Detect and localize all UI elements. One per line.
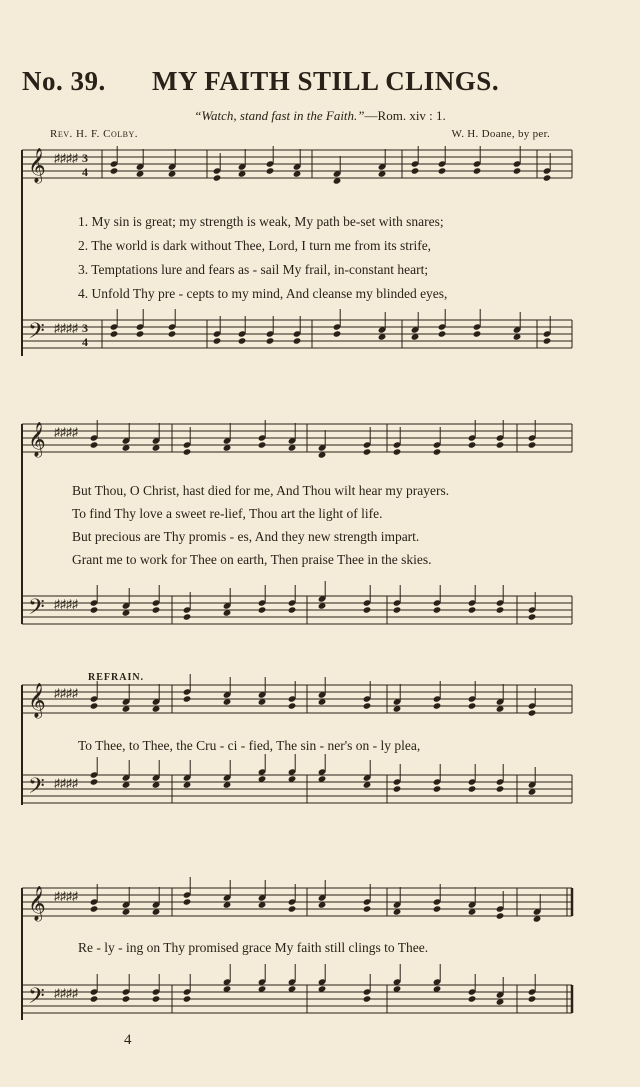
svg-text:3: 3 bbox=[82, 151, 88, 165]
svg-text:3: 3 bbox=[82, 321, 88, 335]
verse-2-line-2: To find Thy love a sweet re-lief, Thou art the light of life. bbox=[72, 506, 383, 521]
svg-text:𝄞: 𝄞 bbox=[28, 886, 46, 921]
verse-3-line-2: But precious are Thy promis - es, And they new strength impart. bbox=[72, 529, 420, 544]
svg-text:𝄢: 𝄢 bbox=[28, 595, 45, 625]
epigraph-reference: —Rom. xiv : 1. bbox=[364, 108, 446, 123]
svg-text:♯♯♯♯: ♯♯♯♯ bbox=[54, 151, 78, 165]
svg-text:♯♯♯♯: ♯♯♯♯ bbox=[54, 889, 78, 903]
svg-text:♯♯♯♯: ♯♯♯♯ bbox=[54, 776, 78, 790]
svg-text:𝄞: 𝄞 bbox=[28, 148, 46, 183]
system-2-bass-staff bbox=[22, 581, 572, 625]
refrain-line-2: Re - ly - ing on Thy promised grace My faith still clings to Thee. bbox=[78, 940, 429, 955]
hymn-number: No. 39. bbox=[22, 66, 106, 96]
svg-text:♯♯♯♯: ♯♯♯♯ bbox=[54, 425, 78, 439]
system-1-bass-staff bbox=[22, 309, 572, 349]
lyricist-credit: Rev. H. F. Colby. bbox=[50, 128, 139, 140]
verse-1-line-1: 1. My sin is great; my strength is weak, My path be-set with snares; bbox=[78, 214, 444, 229]
svg-text:4: 4 bbox=[82, 165, 88, 179]
svg-text:𝄞: 𝄞 bbox=[28, 683, 46, 718]
svg-text:𝄞: 𝄞 bbox=[28, 422, 46, 457]
composer-credit: W. H. Doane, by per. bbox=[451, 128, 550, 140]
epigraph-quote: “Watch, stand fast in the Faith.” bbox=[194, 108, 365, 123]
page-number: 4 bbox=[124, 1032, 132, 1048]
svg-text:𝄢: 𝄢 bbox=[28, 774, 45, 804]
svg-text:𝄢: 𝄢 bbox=[28, 984, 45, 1014]
refrain-line-1: To Thee, to Thee, the Cru - ci - fied, The sin - ner's on - ly plea, bbox=[78, 738, 421, 753]
svg-text:♯♯♯♯: ♯♯♯♯ bbox=[54, 321, 78, 335]
system-4-bass-staff bbox=[22, 964, 572, 1014]
svg-text:4: 4 bbox=[82, 335, 88, 349]
svg-text:𝄢: 𝄢 bbox=[28, 319, 45, 349]
hymn-title: MY FAITH STILL CLINGS. bbox=[152, 66, 500, 96]
verse-2-line-1: 2. The world is dark without Thee, Lord, I turn me from its strife, bbox=[78, 238, 432, 253]
svg-text:♯♯♯♯: ♯♯♯♯ bbox=[54, 597, 78, 611]
system-2-treble-staff bbox=[22, 420, 572, 624]
svg-text:♯♯♯♯: ♯♯♯♯ bbox=[54, 686, 78, 700]
system-3-bass-staff bbox=[22, 754, 572, 804]
verse-1-line-2: But Thou, O Christ, hast died for me, And Thou wilt hear my prayers. bbox=[72, 483, 450, 498]
verse-3-line-1: 3. Temptations lure and fears as - sail My frail, in-constant heart; bbox=[78, 262, 429, 277]
refrain-label: REFRAIN. bbox=[88, 672, 145, 683]
verse-4-line-1: 4. Unfold Thy pre - cepts to my mind, And cleanse my blinded eyes, bbox=[78, 286, 448, 301]
verse-4-line-2: Grant me to work for Thee on earth, Then praise Thee in the skies. bbox=[72, 552, 432, 567]
svg-text:♯♯♯♯: ♯♯♯♯ bbox=[54, 986, 78, 1000]
